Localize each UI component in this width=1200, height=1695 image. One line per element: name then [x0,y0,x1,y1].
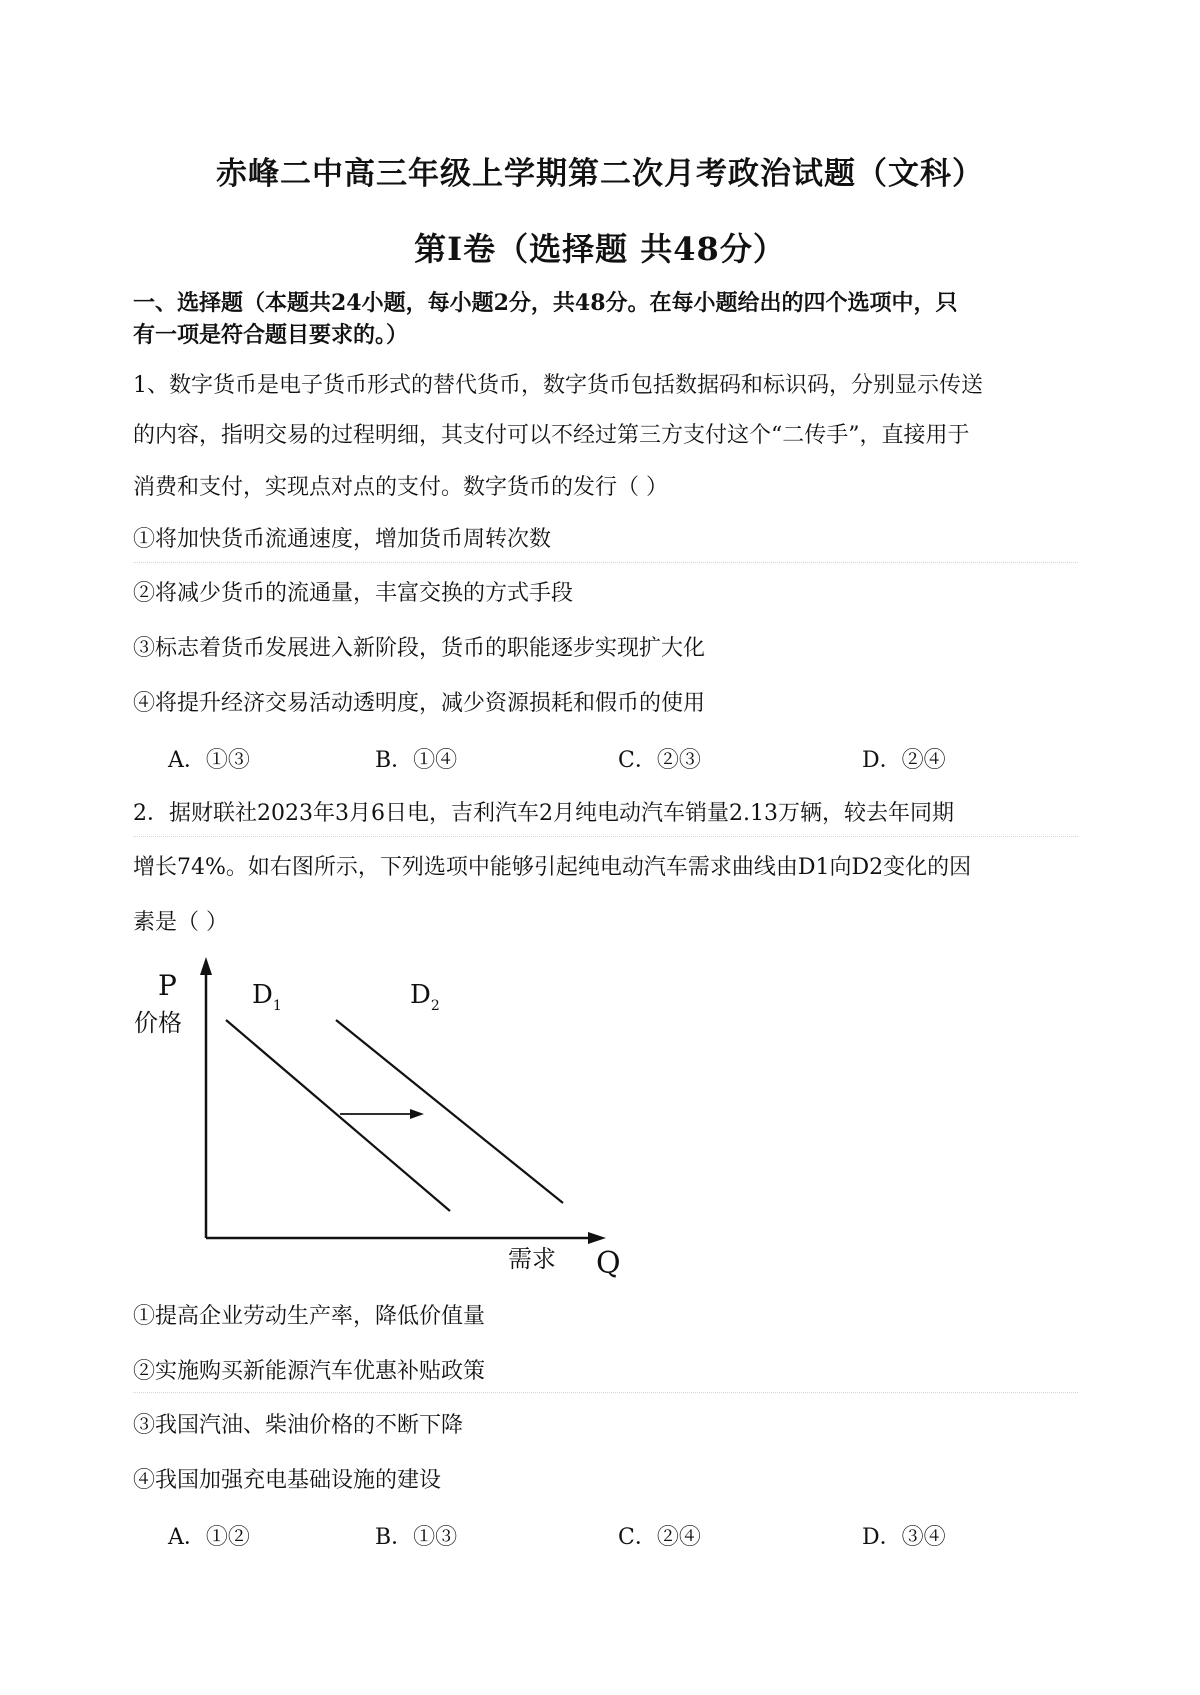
q1-text-line-3: 消费和支付，实现点对点的支付。数字货币的发行（ ） [133,475,668,500]
section-heading-line-2: 有一项是符合题目要求的。） [133,322,409,348]
q1-statement-3: ③标志着货币发展进入新阶段，货币的职能逐步实现扩大化 [133,636,706,661]
q1-statement-1: ①将加快货币流通速度，增加货币周转次数 [133,527,552,552]
part-title: 第Ⅰ卷（选择题 共48分） [414,230,786,268]
price-axis-arrow [200,957,212,975]
curve-d2-label: $D_2$ [410,980,440,1014]
y-axis-letter: P [158,969,177,1002]
q1-option-d[interactable]: D．②④ [862,748,946,773]
q2-statement-4: ④我国加强充电基础设施的建设 [133,1468,442,1493]
q2-option-c[interactable]: C．②④ [618,1525,701,1550]
x-axis-letter: Q [596,1246,621,1281]
dotted-rule [133,1392,1078,1393]
section-heading-line-1: 一、选择题（本题共24小题，每小题2分，共48分。在每小题给出的四个选项中，只 [133,290,958,316]
dotted-rule [133,562,1078,563]
exam-title: 赤峰二中高三年级上学期第二次月考政治试题（文科） [216,156,984,192]
q2-option-b[interactable]: B．①③ [375,1525,458,1550]
x-axis-label: 需求 [508,1245,556,1273]
dotted-rule [133,836,1078,837]
q2-options [0,1520,1200,1550]
q1-option-a[interactable]: A．①③ [168,748,250,773]
q2-statement-1: ①提高企业劳动生产率，降低价值量 [133,1304,486,1329]
q2-text-line-2: 增长74%。如右图所示，下列选项中能够引起纯电动汽车需求曲线由D1向D2变化的因 [133,855,972,880]
q1-statement-4: ④将提升经济交易活动透明度，减少资源损耗和假币的使用 [133,691,706,716]
q2-statement-2: ②实施购买新能源汽车优惠补贴政策 [133,1359,486,1384]
q2-option-d[interactable]: D．③④ [862,1525,946,1550]
q1-option-b[interactable]: B．①④ [375,748,458,773]
demand-curve-d2 [336,1020,563,1203]
q1-options [0,743,1200,773]
q1-text-line-2: 的内容，指明交易的过程明细，其支付可以不经过第三方支付这个“二传手”，直接用于 [133,423,970,448]
q2-statement-3: ③我国汽油、柴油价格的不断下降 [133,1413,464,1438]
curve-d1-label: $D_1$ [252,980,282,1014]
q1-text-line-1: 1、数字货币是电子货币形式的替代货币，数字货币包括数据码和标识码，分别显示传送 [133,373,983,398]
q1-option-c[interactable]: C．②③ [618,748,701,773]
demand-shift-diagram [120,955,640,1285]
quantity-axis-arrow [588,1232,606,1244]
shift-arrow-head [410,1109,424,1119]
q1-statement-2: ②将减少货币的流通量，丰富交换的方式手段 [133,581,574,606]
q2-option-a[interactable]: A．①② [168,1525,250,1550]
q2-text-line-3: 素是（ ） [133,910,228,935]
q2-text-line-1: 2．据财联社2023年3月6日电，吉利汽车2月纯电动汽车销量2.13万辆，较去年同期 [133,801,954,826]
y-axis-label: 价格 [134,1009,182,1037]
